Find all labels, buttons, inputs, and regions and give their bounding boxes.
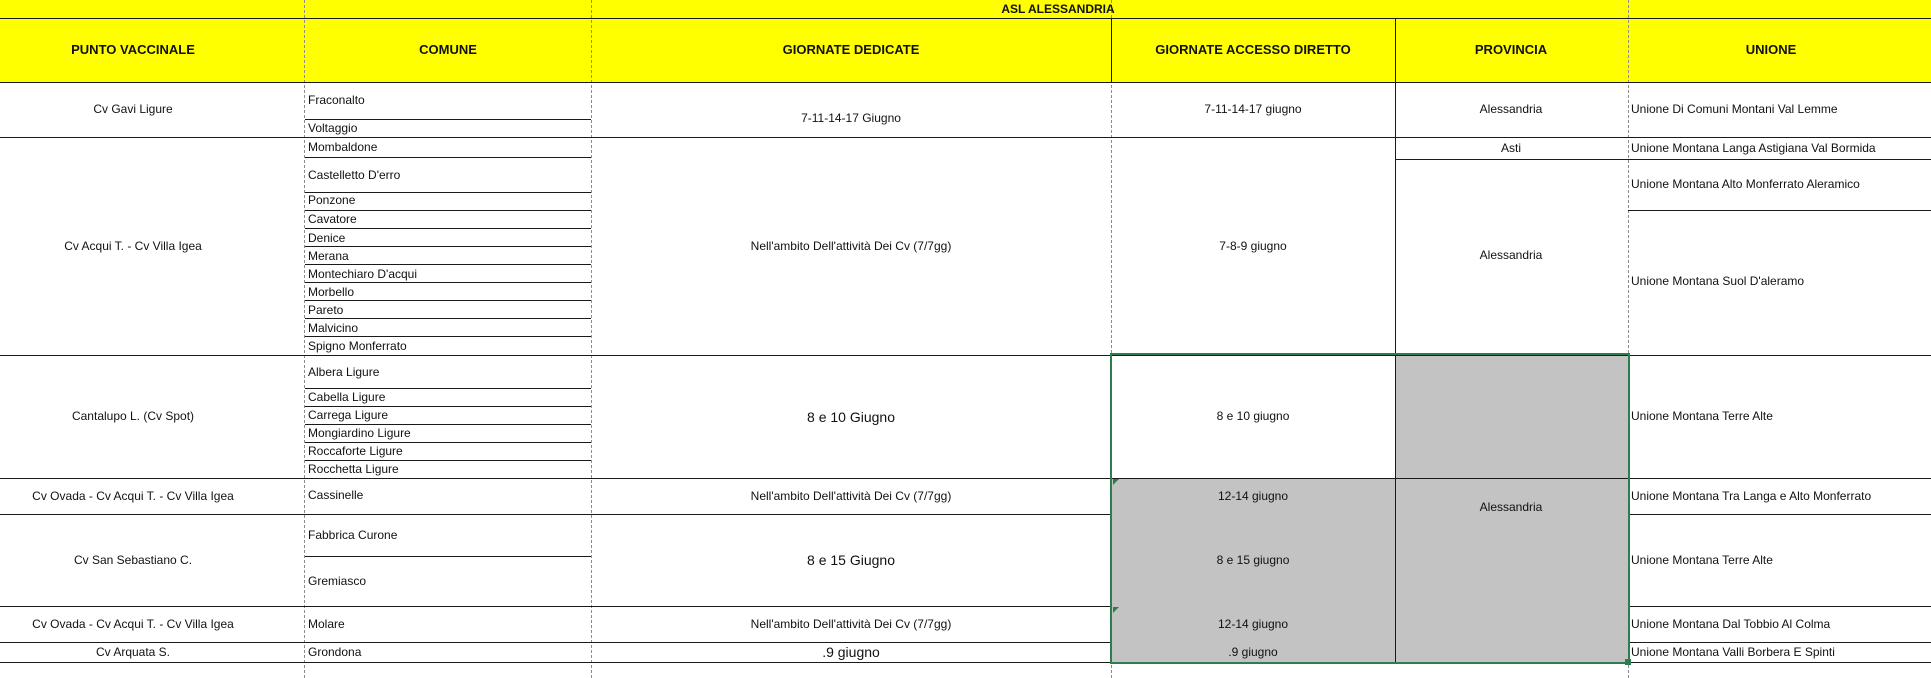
comune-cell: Mongiardino Ligure	[308, 426, 411, 440]
comune-cell: Rocchetta Ligure	[308, 462, 399, 476]
unione-cell: Unione Montana Alto Monferrato Aleramico	[1631, 177, 1860, 191]
header-band	[0, 19, 1931, 82]
giornate-dedicate-cell: 7-11-14-17 Giugno	[801, 111, 901, 125]
unione-cell: Unione Montana Valli Borbera E Spinti	[1631, 645, 1835, 659]
punto-cell: Cv Arquata S.	[95, 645, 171, 659]
unione-cell: Unione Montana Suol D'aleramo	[1631, 274, 1805, 288]
giornate-dedicate-cell: Nell'ambito Dell'attività Dei Cv (7/7gg)	[750, 489, 952, 503]
border-horizontal	[1628, 606, 1931, 607]
giornate-dedicate-cell: 8 e 10 Giugno	[807, 409, 895, 425]
border-comune	[305, 246, 591, 247]
provincia-cell: Alessandria	[1479, 248, 1543, 262]
punto-cell: Cv Acqui T. - Cv Villa Igea	[64, 239, 202, 253]
provincia-cell: Alessandria	[1479, 102, 1543, 116]
comune-cell: Gremiasco	[308, 574, 367, 588]
border-horizontal	[0, 662, 1931, 663]
border-unione	[1628, 210, 1931, 211]
border-horizontal	[0, 642, 1111, 643]
border-vertical	[1111, 19, 1112, 82]
comune-cell: Grondona	[308, 645, 362, 659]
punto-cell: Cv San Sebastiano C.	[73, 553, 193, 567]
comune-cell: Malvicino	[308, 321, 359, 335]
giornate-accesso-cell: .9 giugno	[1228, 645, 1278, 659]
comune-cell: Fraconalto	[308, 93, 365, 107]
comune-cell: Voltaggio	[308, 121, 358, 135]
punto-cell: Cantalupo L. (Cv Spot)	[71, 409, 195, 423]
border-horizontal	[0, 478, 1931, 479]
header-unione: UNIONE	[1745, 42, 1797, 57]
provincia-cell: Alessandria	[1479, 500, 1543, 514]
comune-cell: Cavatore	[308, 212, 357, 226]
giornate-accesso-cell: 7-11-14-17 giugno	[1204, 102, 1302, 116]
giornate-accesso-cell: 12-14 giugno	[1217, 489, 1289, 503]
giornate-accesso-cell: 7-8-9 giugno	[1219, 239, 1287, 253]
border-comune	[305, 264, 591, 265]
border-horizontal	[0, 514, 1111, 515]
giornate-dedicate-cell: Nell'ambito Dell'attività Dei Cv (7/7gg)	[750, 617, 952, 631]
unione-cell: Unione Montana Tra Langa e Alto Monferrato	[1631, 489, 1872, 503]
border-horizontal	[1628, 642, 1931, 643]
comune-cell: Carrega Ligure	[308, 408, 389, 422]
border-comune	[305, 318, 591, 319]
giornate-accesso-cell: 8 e 15 giugno	[1216, 553, 1290, 567]
comune-cell: Castelletto D'erro	[308, 168, 401, 182]
header-comune: COMUNE	[419, 42, 477, 57]
comune-cell: Mombaldone	[308, 140, 378, 154]
giornate-dedicate-cell: .9 giugno	[822, 644, 880, 660]
unione-cell: Unione Montana Terre Alte	[1631, 409, 1773, 423]
giornate-accesso-cell: 12-14 giugno	[1217, 617, 1289, 631]
border-horizontal	[0, 137, 1931, 138]
comune-cell: Roccaforte Ligure	[308, 444, 403, 458]
comune-cell: Denice	[308, 231, 346, 245]
border-horizontal	[0, 82, 1931, 83]
unione-cell: Unione Montana Terre Alte	[1631, 553, 1773, 567]
border-comune	[305, 336, 591, 337]
giornate-dedicate-cell: Nell'ambito Dell'attività Dei Cv (7/7gg)	[750, 239, 952, 253]
border-comune	[305, 556, 591, 557]
header-giornate-accesso: GIORNATE ACCESSO DIRETTO	[1155, 42, 1351, 57]
border-comune	[305, 228, 591, 229]
border-horizontal	[0, 18, 1931, 19]
border-horizontal	[0, 606, 1111, 607]
comune-cell: Cassinelle	[308, 488, 364, 502]
header-punto-vaccinale: PUNTO VACCINALE	[71, 42, 195, 57]
title-band	[0, 0, 1931, 18]
comune-cell: Ponzone	[308, 193, 356, 207]
error-indicator	[1113, 479, 1119, 485]
giornate-dedicate-cell: 8 e 15 Giugno	[807, 552, 895, 568]
gridline-col-2	[591, 0, 592, 678]
border-horizontal	[0, 355, 1931, 356]
header-giornate-dedicate: GIORNATE DEDICATE	[782, 42, 920, 57]
gridline-col-1	[304, 0, 305, 678]
comune-cell: Morbello	[308, 285, 355, 299]
border-comune	[305, 157, 591, 158]
giornate-accesso-cell: 8 e 10 giugno	[1216, 409, 1290, 423]
comune-cell: Merana	[308, 249, 349, 263]
provincia-cell: Asti	[1500, 141, 1522, 155]
unione-cell: Unione Di Comuni Montani Val Lemme	[1631, 102, 1838, 116]
border-comune	[305, 300, 591, 301]
border-comune	[305, 282, 591, 283]
punto-cell: Cv Ovada - Cv Acqui T. - Cv Villa Igea	[32, 617, 234, 631]
punto-cell: Cv Gavi Ligure	[93, 102, 173, 116]
selection-range[interactable]	[1110, 353, 1630, 664]
comune-cell: Albera Ligure	[308, 365, 380, 379]
error-indicator	[1113, 607, 1119, 613]
comune-cell: Pareto	[308, 303, 344, 317]
sheet-title: ASL ALESSANDRIA	[1001, 2, 1115, 16]
unione-cell: Unione Montana Dal Tobbio Al Colma	[1631, 617, 1831, 631]
comune-cell: Cabella Ligure	[308, 390, 386, 404]
border-horizontal	[1628, 514, 1931, 515]
header-provincia: PROVINCIA	[1474, 42, 1548, 57]
comune-cell: Spigno Monferrato	[308, 339, 407, 353]
comune-cell: Fabbrica Curone	[308, 528, 398, 542]
comune-cell: Molare	[308, 617, 345, 631]
punto-cell: Cv Ovada - Cv Acqui T. - Cv Villa Igea	[32, 489, 234, 503]
border-provincia	[1395, 159, 1931, 160]
comune-cell: Montechiaro D'acqui	[308, 267, 418, 281]
unione-cell: Unione Montana Langa Astigiana Val Bormida	[1631, 141, 1876, 155]
